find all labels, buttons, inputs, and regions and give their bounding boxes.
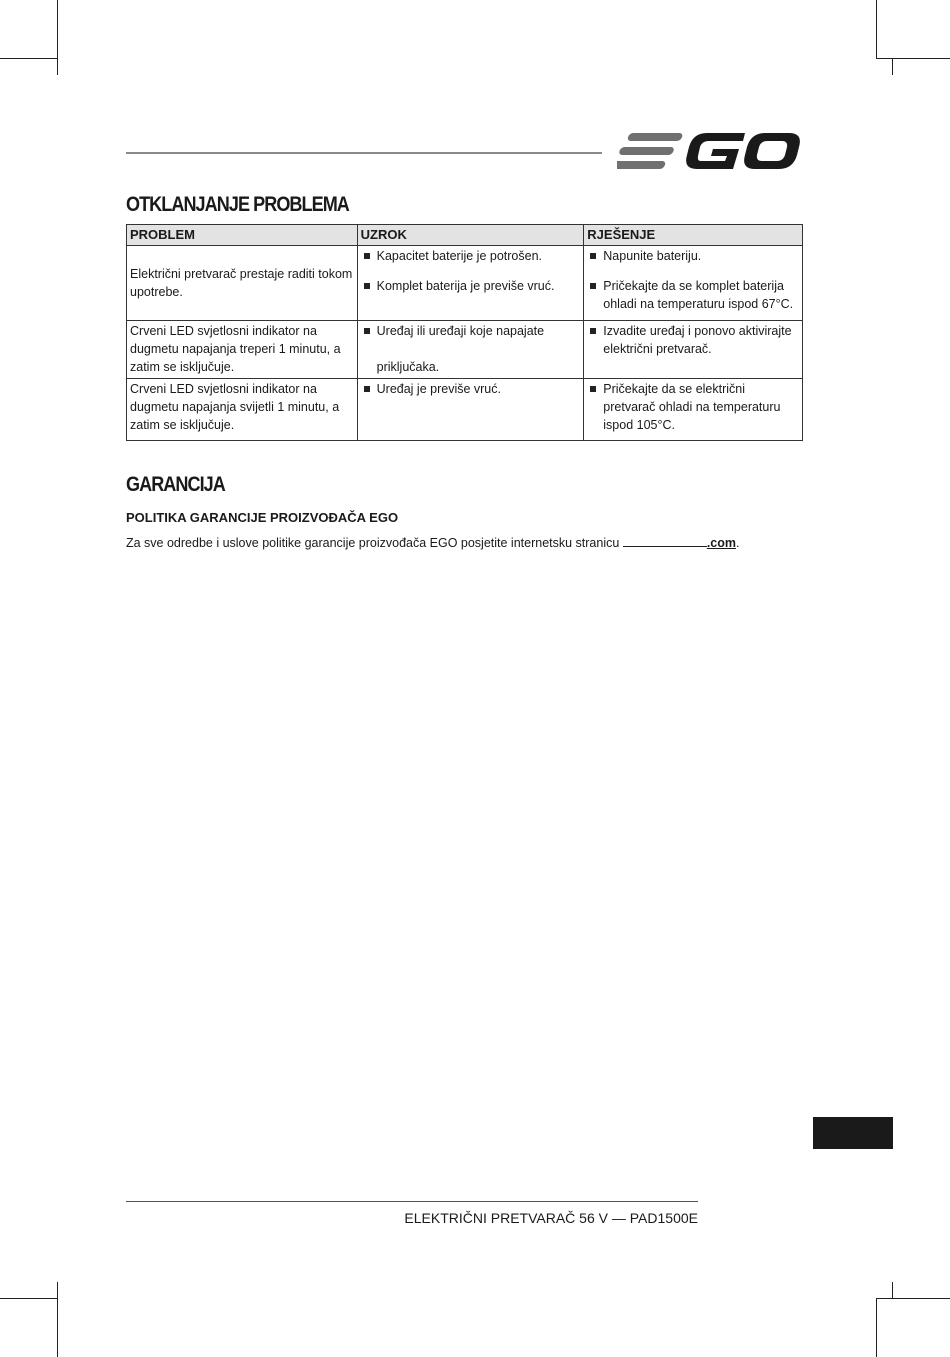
solution-cell — [584, 321, 803, 379]
warranty-paragraph — [126, 535, 739, 550]
solution-cell — [584, 246, 803, 321]
warranty-title: GARANCIJA — [126, 473, 225, 496]
table-header-row — [127, 225, 803, 246]
problem-cell — [127, 321, 358, 379]
footer-rule — [126, 1201, 698, 1202]
problem-text: Električni pretvarač prestaje raditi tokom upotrebe. — [130, 266, 353, 299]
solution-cell — [584, 379, 803, 441]
crop-mark — [57, 0, 58, 75]
cause-cell — [357, 379, 584, 441]
ego-logo — [617, 128, 801, 176]
column-header-cause: UZROK — [357, 225, 584, 246]
page-tab-block — [813, 1117, 893, 1149]
table-row — [127, 246, 803, 321]
column-header-problem: PROBLEM — [127, 225, 358, 246]
crop-mark — [876, 1298, 950, 1299]
crop-mark — [57, 1282, 58, 1357]
warranty-end-punct: . — [736, 536, 740, 550]
cause-item: Uređaj je previše vruć. — [361, 380, 581, 398]
solution-item: Pričekajte da se komplet baterija ohladi na temperaturu ispod 67°C. — [587, 277, 799, 313]
troubleshooting-title: OTKLANJANJE PROBLEMA — [126, 193, 349, 216]
solution-item: Pričekajte da se električni pretvarač ohladi na temperaturu ispod 105°C. — [587, 380, 799, 434]
crop-mark — [892, 58, 893, 75]
cause-item: Uređaj ili uređaji koje napajate — [361, 322, 581, 340]
column-header-solution: RJEŠENJE — [584, 225, 803, 246]
url-blank — [623, 535, 707, 547]
crop-mark — [0, 58, 58, 59]
cause-item-continuation: priključaka. — [376, 360, 440, 374]
cause-item: Kapacitet baterije je potrošen. — [361, 247, 581, 265]
table-row — [127, 379, 803, 441]
troubleshooting-table — [126, 224, 803, 441]
warranty-link[interactable]: .com — [706, 536, 736, 550]
problem-cell — [127, 379, 358, 441]
warranty-text: Za sve odredbe i uslove politike garancije proizvođača EGO posjetite internetsku stranicu — [126, 536, 620, 550]
crop-mark — [876, 1298, 877, 1357]
crop-mark — [876, 0, 877, 58]
table-row — [127, 321, 803, 379]
warranty-subtitle: POLITIKA GARANCIJE PROIZVOĐAČA EGO — [126, 510, 399, 525]
problem-text: Crveni LED svjetlosni indikator na dugmetu napajanja treperi 1 minutu, a zatim se isključuje. — [130, 324, 341, 374]
solution-item: Napunite bateriju. — [587, 247, 799, 265]
solution-item: Izvadite uređaj i ponovo aktivirajte električni pretvarač. — [587, 322, 799, 358]
cause-item: Komplet baterija je previše vruć. — [361, 277, 581, 295]
footer-text: ELEKTRIČNI PRETVARAČ 56 V — PAD1500E — [404, 1210, 698, 1226]
header-rule — [126, 152, 602, 154]
problem-text: Crveni LED svjetlosni indikator na dugmetu napajanja svijetli 1 minutu, a zatim se isključuje. — [130, 382, 340, 432]
crop-mark — [892, 1282, 893, 1299]
cause-cell — [357, 321, 584, 379]
crop-mark — [876, 58, 950, 59]
cause-cell — [357, 246, 584, 321]
problem-cell — [127, 246, 358, 321]
crop-mark — [0, 1298, 58, 1299]
